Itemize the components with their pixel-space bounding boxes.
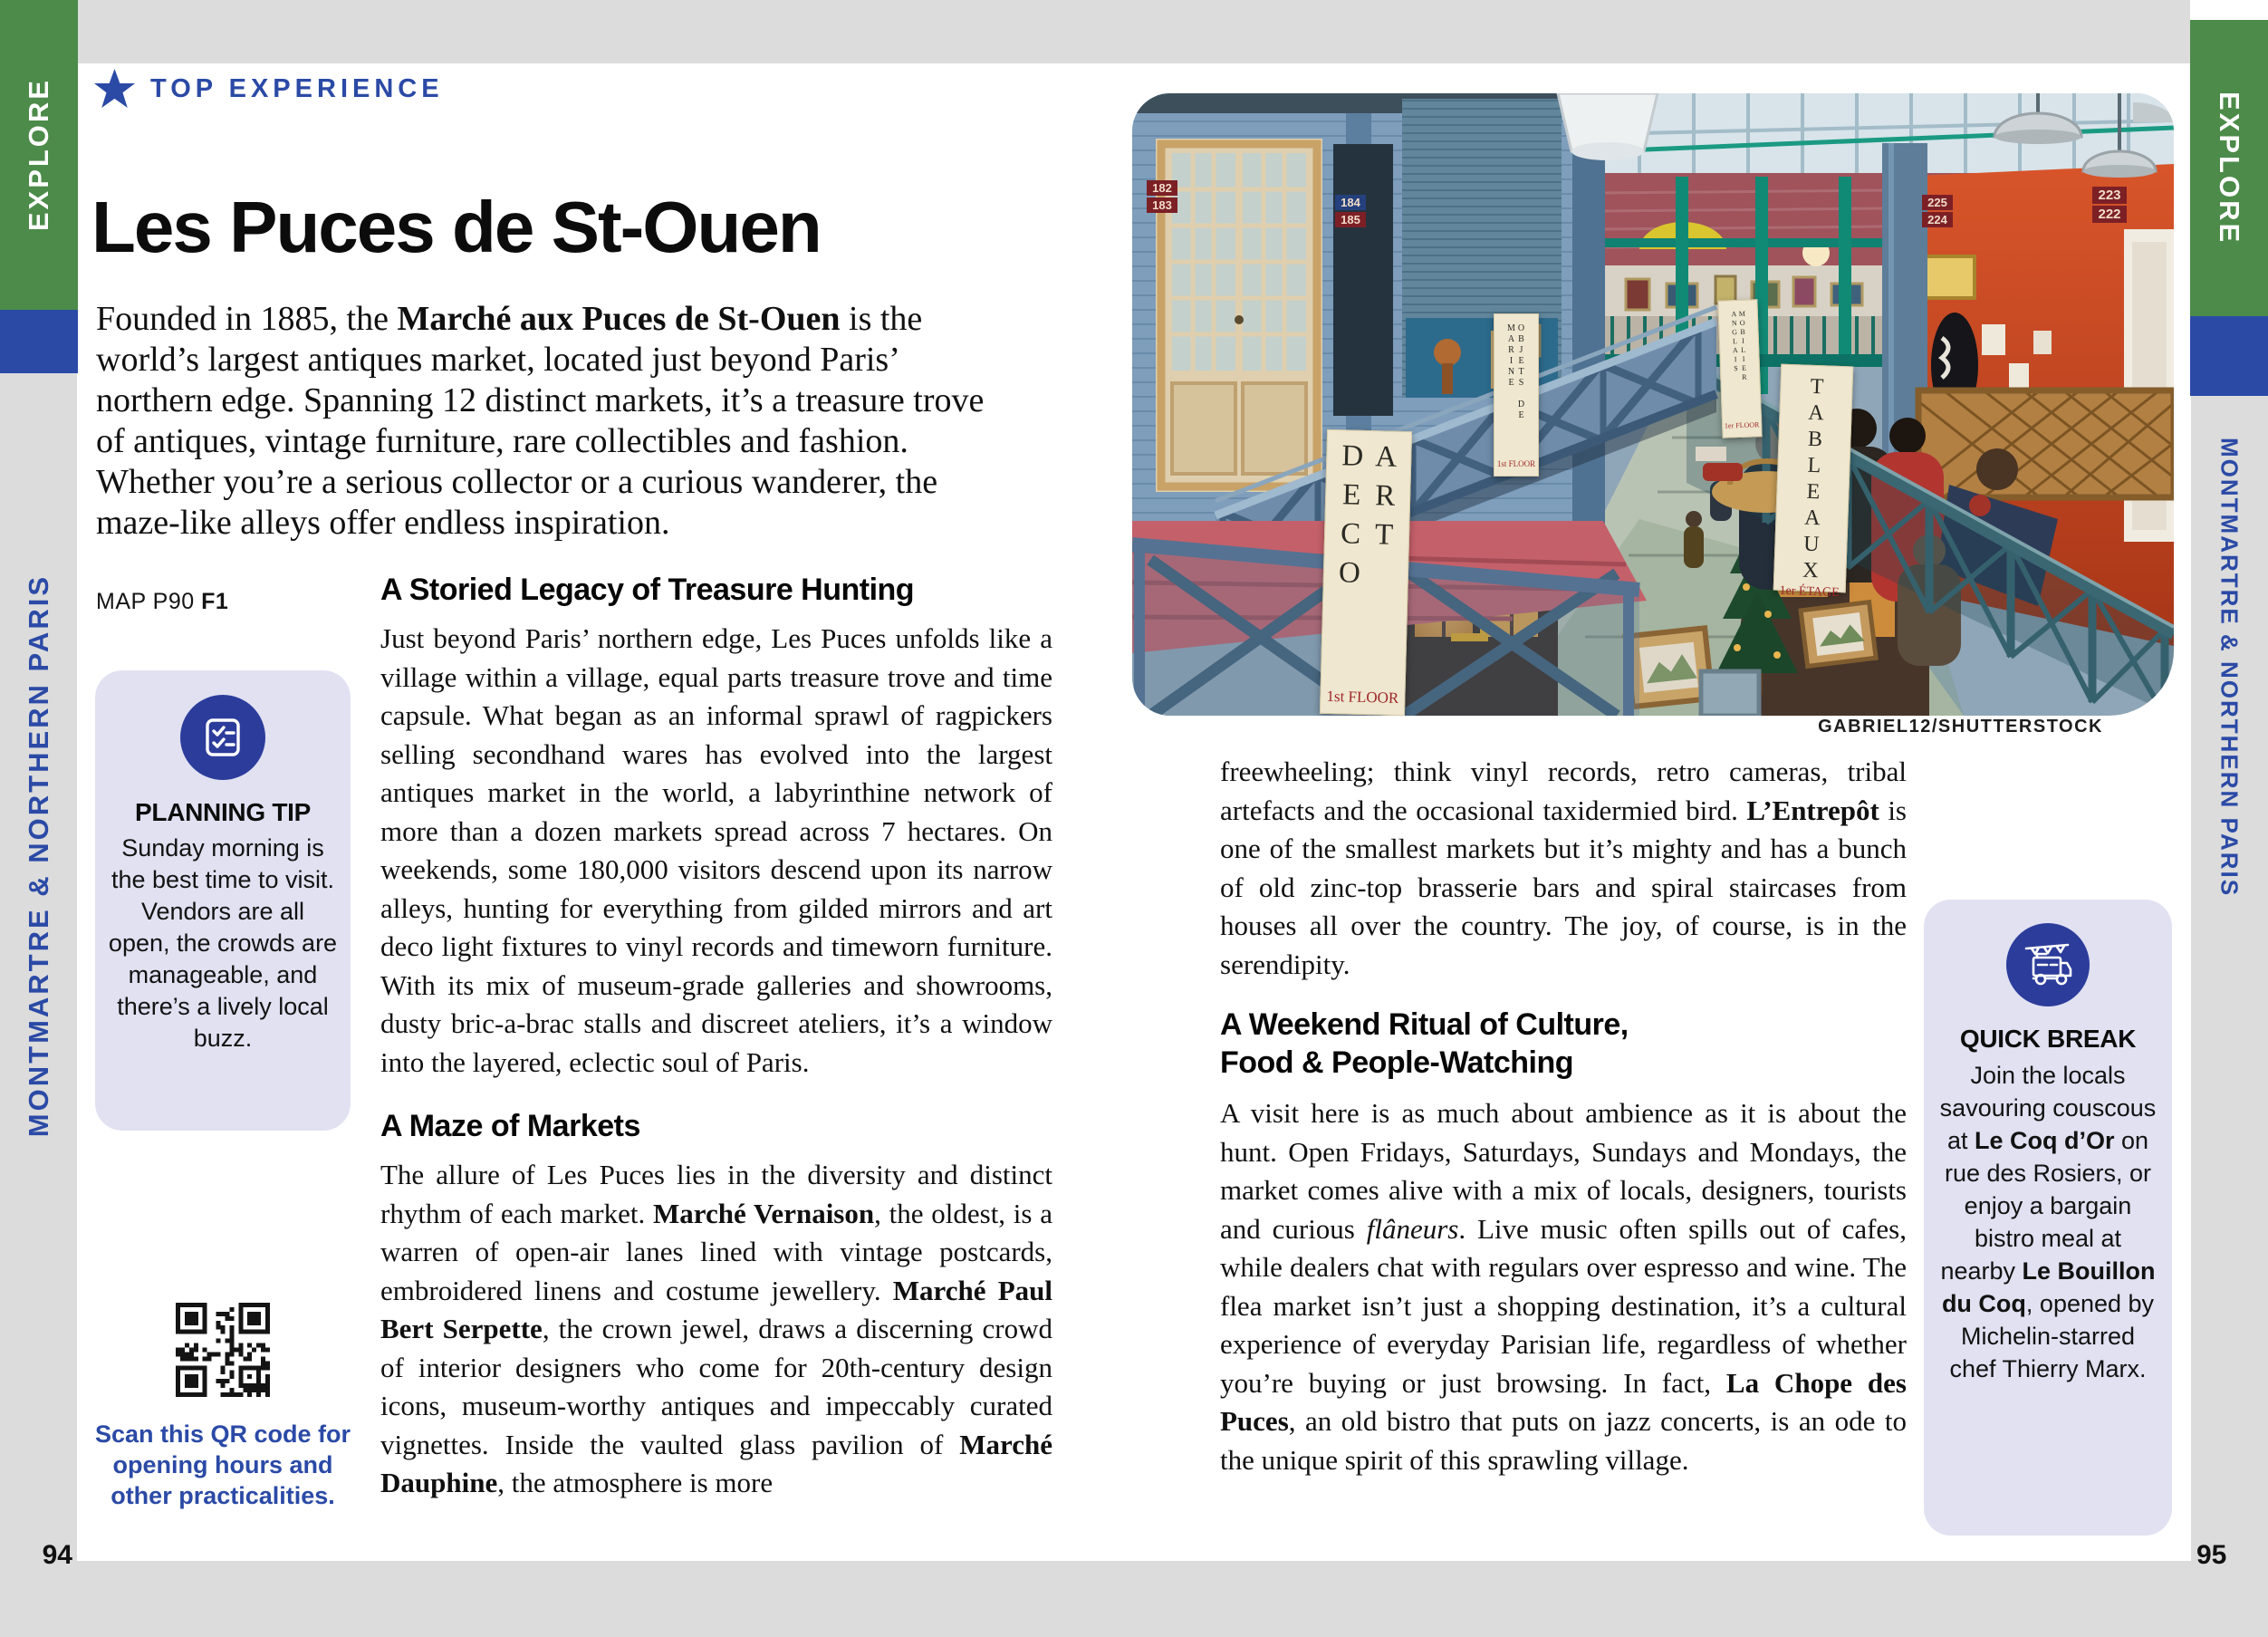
planning-tip-text: Sunday morning is the best time to visit. Vendors are all open, the crowds are manageable, and there’s a lively local buzz. [108,834,338,1052]
banner-art-deco [1320,429,1412,716]
banner-art-deco-text: ART DECO [1332,439,1403,596]
stall-number: 225 [1922,195,1953,210]
map-reference [96,589,228,615]
right-section-label: MONTMARTRE & NORTHERN PARIS [2215,438,2244,898]
quick-break-text: Join the locals savouring couscous at Le Coq d’Or on rue des Rosiers, or enjoy a bargain bistro meal at nearby Le Bouillon du Coq, opened by Michelin-starred chef Thierry Marx. [1939,1062,2157,1382]
section-body-legacy: Just beyond Paris’ northern edge, Les Puces unfolds like a village within a village, equal parts treasure trove and time capsule. What began as an informal sprawl of ragpickers selling secondhand wares has evolved into the largest antiques market in the world, a labyrinthine network of more than a dozen markets spread across 7 hectares. On weekends, some 180,000 visitors descend upon its narrow alleys, hunting for everything from gilded mirrors and art deco light fixtures to vinyl records and timeworn furniture. With its mix of museum-grade galleries and showrooms, dusty bric-a-brac stalls and discreet ateliers, it’s a window into the layered, eclectic soul of Paris. [380,622,1052,1078]
section-heading-maze: A Maze of Markets [380,1109,640,1143]
photo-credit: GABRIEL12/SHUTTERSTOCK [1818,717,2103,737]
qr-code[interactable] [176,1303,270,1397]
planning-tip-icon-circle [180,695,265,780]
banner-mobilier-text: MOBILIER ANGLAIS [1729,309,1749,382]
market-photo-illustration [1132,93,2174,716]
qr-block [91,1303,355,1511]
section-body-ritual: A visit here is as much about ambience as it is about the hunt. Open Fridays, Saturdays, Sundays and Mondays, the market comes alive with a mix of locals, designers, tourists and curious flâneurs. Live music often spills out of cafes, while dealers chat with regulars over espresso and wine. The flea market isn’t just a shopping destination, it’s a cultural experience of everyday Parisian life, regardless of whether you’re buying or just browsing. In fact, La Chope des Puces, an old bistro that puts on jazz concerts, is an ode to the unique spirit of this sprawling village. [1220,1097,1907,1476]
planning-tip-label: PLANNING TIP [135,798,311,826]
stall-plate-182-183 [1147,180,1177,213]
stall-number: 224 [1922,212,1953,227]
quick-break-label: QUICK BREAK [1959,1025,2137,1053]
stall-plate-225-224 [1922,195,1953,227]
food-truck-icon [2023,941,2073,988]
article-column-left [380,571,1052,1503]
section-heading-legacy: A Storied Legacy of Treasure Hunting [380,573,915,607]
banner-tableaux-floor: 1er ÉTAGE [1779,583,1840,601]
banner-objets-text: OBJETS DE MARINE [1506,323,1526,421]
banner-art-deco-floor: 1st FLOOR [1326,687,1399,707]
right-sidebar-blue-block [2190,316,2268,396]
stall-plate-184-185 [1335,195,1366,227]
stall-number: 183 [1147,197,1177,213]
right-sidebar-section-tab [2190,396,2268,939]
left-explore-label: EXPLORE [23,78,54,232]
map-ref-prefix: MAP P90 [96,589,195,614]
quick-break-box [1924,900,2172,1536]
page-title: Les Puces de St-Ouen [91,187,821,267]
banner-mobilier-floor: 1er FLOOR [1724,420,1760,430]
banner-tableaux-text: TABLEAUX [1798,374,1830,586]
right-sidebar-explore-tab [2190,20,2268,316]
top-experience-eyebrow [93,69,444,110]
page-number-left: 94 [42,1540,72,1570]
eyebrow-label: TOP EXPERIENCE [150,74,444,103]
banner-objets-floor: 1st FLOOR [1496,459,1536,468]
star-icon [93,69,136,110]
stall-number: 184 [1335,195,1366,210]
banner-tableaux [1773,364,1854,601]
qr-caption: Scan this QR code for opening hours and other practicalities. [94,1420,351,1509]
stall-number: 182 [1147,180,1177,196]
planning-tip-box [95,670,351,1131]
page-number-right: 95 [2196,1540,2227,1570]
stall-number: 185 [1335,212,1366,227]
stall-number: 223 [2092,187,2127,204]
section-body-maze: The allure of Les Puces lies in the diversity and distinct rhythm of each market. Marché Vernaison, the oldest, is a warren of open-air lanes lined with vintage postcards, embroidered linens and costume jewellery. Marché Paul Bert Serpette, the crown jewel, draws a discerning crowd of interior designers who come for 20th-century design icons, museum-worthy antiques and impeccably curated vignettes. Inside the vaulted glass pavilion of Marché Dauphine, the atmosphere is more [380,1159,1052,1498]
left-sidebar-blue-block [0,310,78,373]
quick-break-icon-circle [2006,923,2090,1006]
intro-paragraph: Founded in 1885, the Marché aux Puces de St-Ouen is the world’s largest antiques market, located just beyond Paris’ northern edge. Spanning 12 distinct markets, it’s a treasure trove of antiques, vintage furniture, rare collectibles and fashion. Whether you’re a serious collector or a curious wanderer, the maze-like alleys offer endless inspiration. [96,300,985,542]
section-body-continuation: freewheeling; think vinyl records, retro cameras, tribal artefacts and the occasional taxidermied bird. L’Entrepôt is one of the smallest markets but it’s mighty and has a bunch of old zinc-top brasserie bars and spiral staircases from houses all over the country. The joy, of course, is in the serendipity. [1220,756,1907,980]
right-explore-label: EXPLORE [2214,91,2245,246]
article-column-right [1220,753,1907,1479]
section-heading-ritual-line1: A Weekend Ritual of Culture, [1220,1007,1629,1042]
left-section-label: MONTMARTRE & NORTHERN PARIS [23,574,54,1138]
banner-objets-de-marine [1494,313,1539,477]
map-ref-grid: F1 [201,589,229,614]
stall-number: 222 [2092,206,2127,223]
section-heading-ritual-line2: Food & People-Watching [1220,1045,1574,1080]
left-sidebar-explore-tab [0,0,78,310]
checklist-icon [201,716,245,759]
banner-mobilier-anglais [1717,299,1762,438]
stall-plate-223-222 [2092,187,2127,223]
left-sidebar-section-tab [0,426,78,1286]
market-photo [1132,93,2174,716]
right-sidebar-top-gap [2190,0,2268,20]
